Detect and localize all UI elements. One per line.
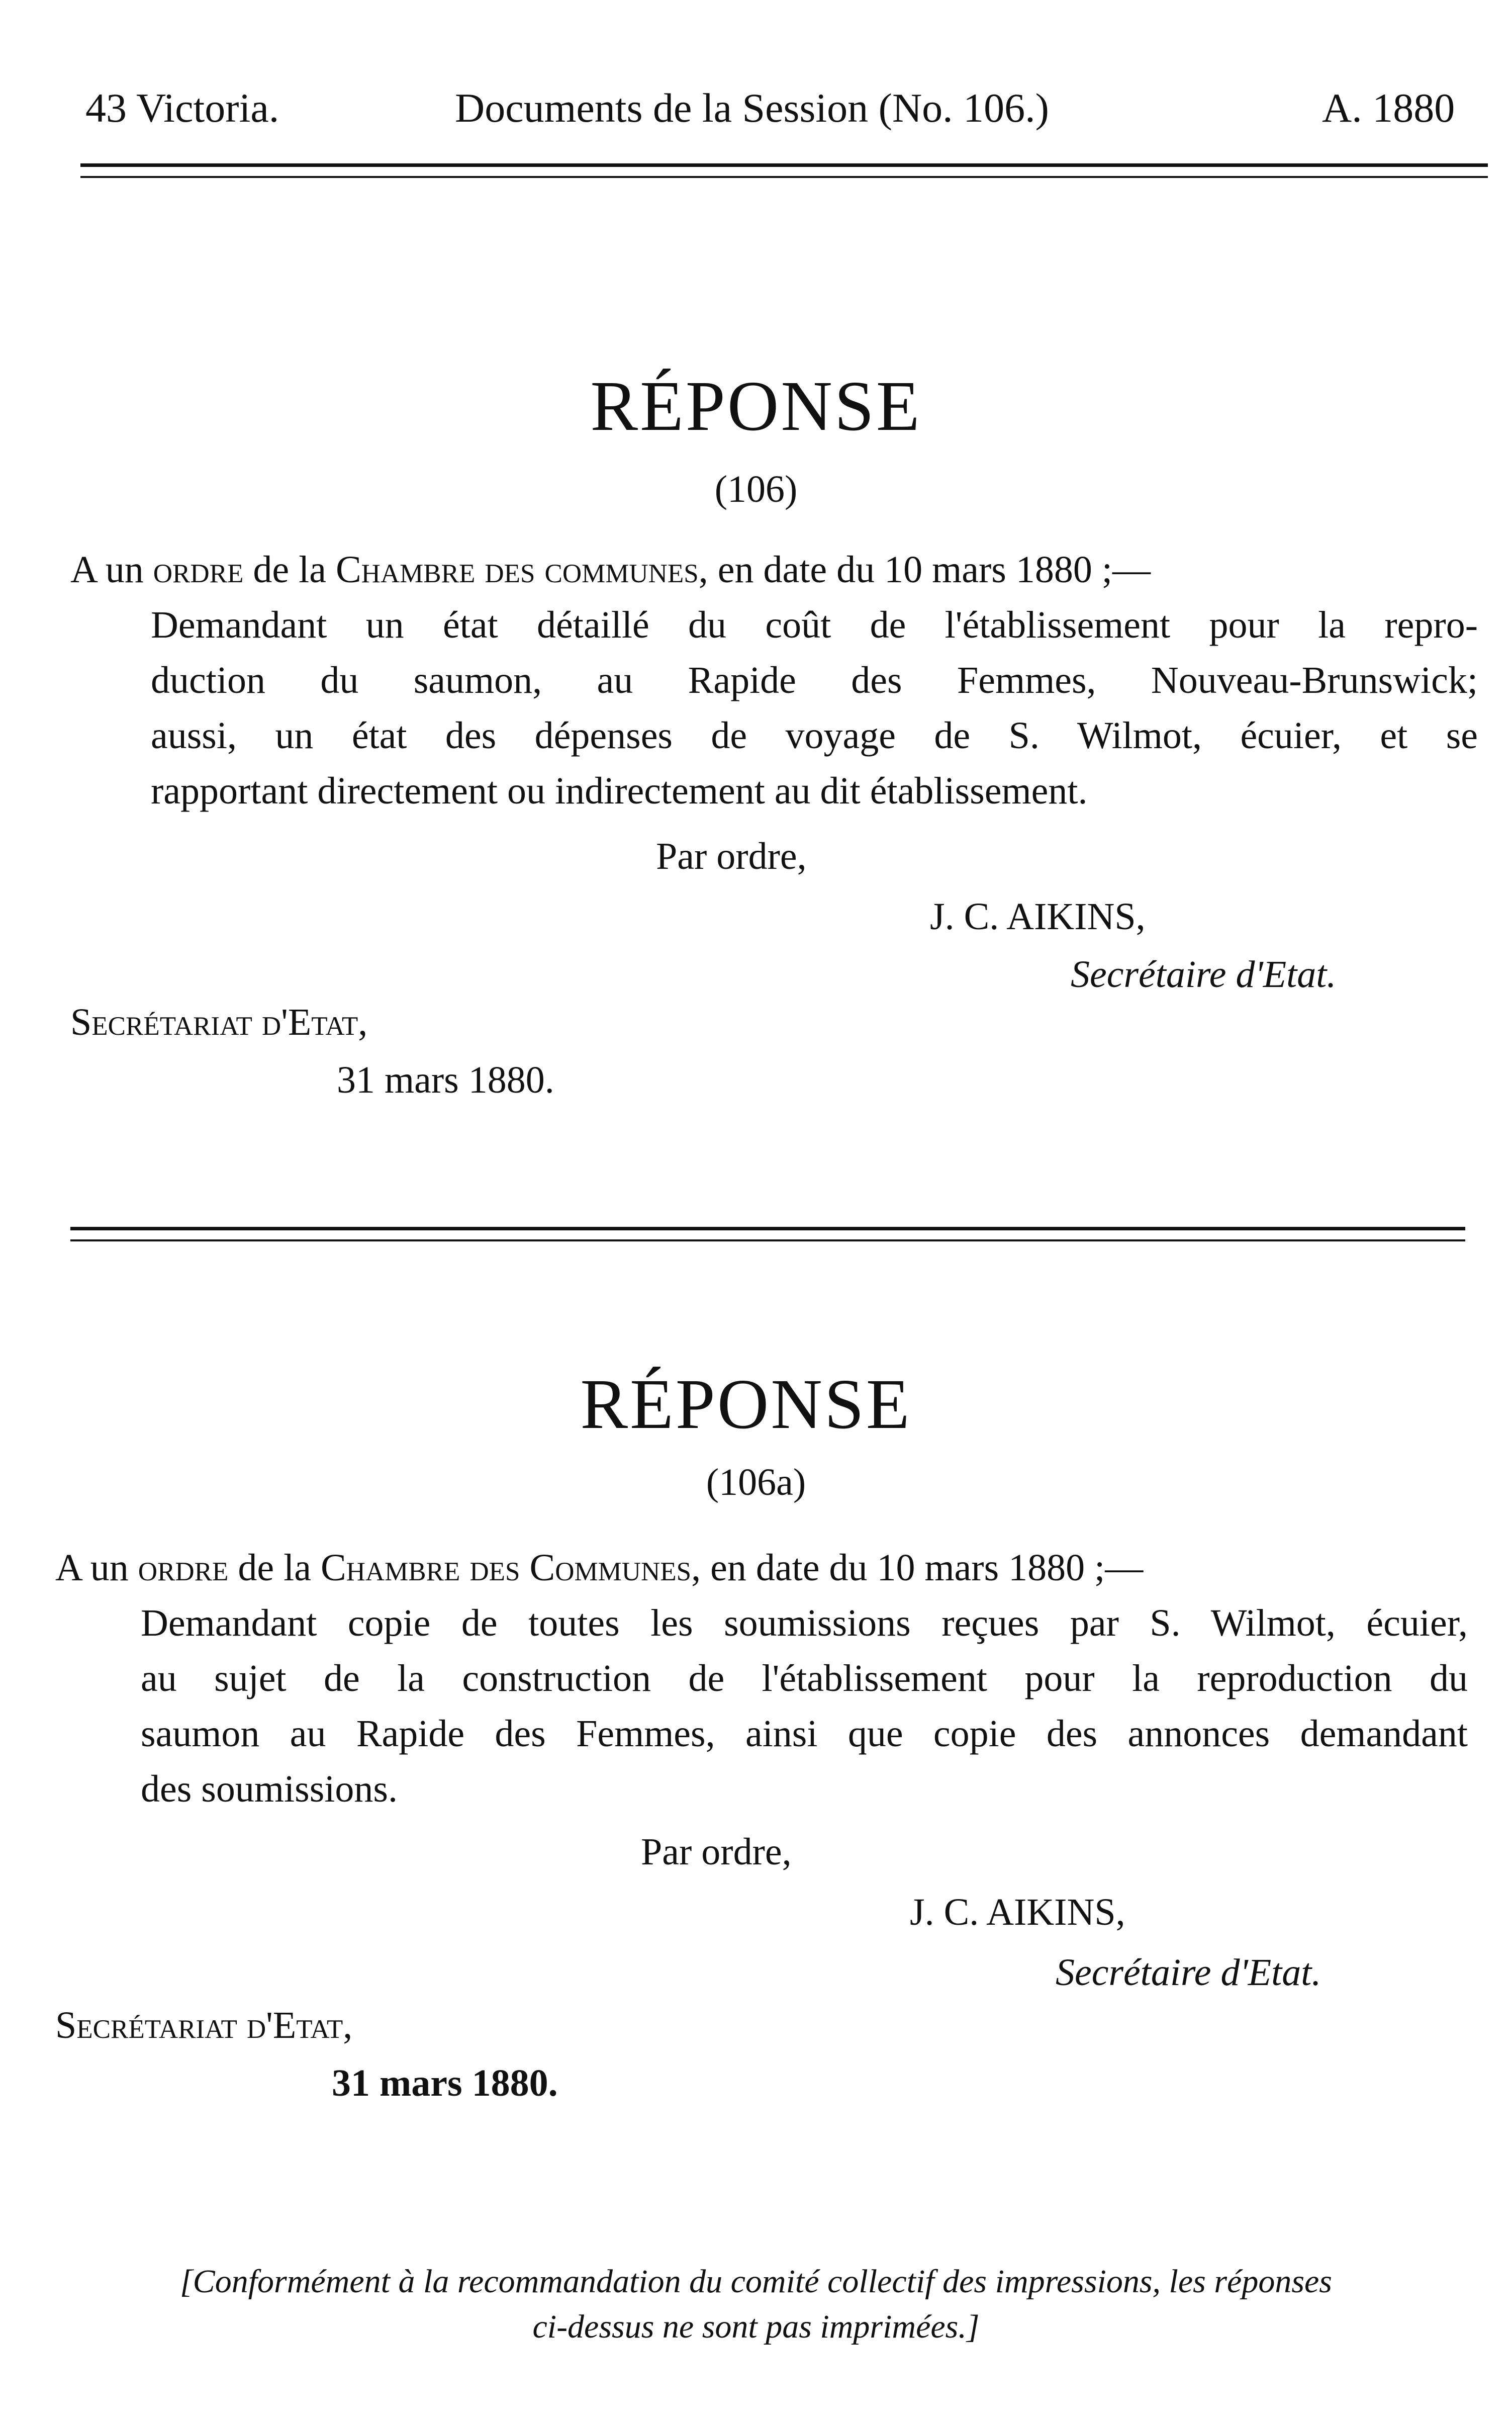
header-document-number: Documents de la Session (No. 106.)	[455, 85, 1049, 131]
intro-date: , en date du 10 mars 1880 ;—	[691, 1547, 1144, 1589]
signatory-name: J. C. AIKINS,	[910, 1891, 1125, 1933]
request-line-2: au sujet de la construction de l'établissement pour la reproduction du	[141, 1657, 1468, 1699]
section-divider-thin	[70, 1239, 1465, 1241]
response-number: (106)	[714, 468, 798, 510]
request-line-4: rapportant directement ou indirectement au dit établissement.	[151, 770, 1088, 812]
request-line-3: aussi, un état des dépenses de voyage de S. Wilmot, écuier, et se	[151, 714, 1478, 757]
order-intro-line	[70, 548, 1151, 592]
header-year: A. 1880	[1322, 85, 1455, 131]
office-name: Secrétariat d'Etat,	[55, 2004, 353, 2046]
signatory-name: J. C. AIKINS,	[930, 895, 1146, 938]
intro-chamber: Chambre des communes	[335, 549, 699, 591]
intro-prefix: A un	[55, 1547, 138, 1589]
response-number: (106a)	[706, 1461, 806, 1503]
office-date: 31 mars 1880.	[332, 2062, 558, 2104]
request-line-4: des soumissions.	[141, 1768, 398, 1810]
office-date: 31 mars 1880.	[337, 1059, 554, 1101]
header-rule-thick	[80, 163, 1488, 167]
section-divider-thick	[70, 1227, 1465, 1230]
intro-de-la: de la	[228, 1547, 321, 1589]
response-title: RÉPONSE	[590, 366, 922, 445]
request-line-3: saumon au Rapide des Femmes, ainsi que copie des annonces demandant	[141, 1713, 1468, 1755]
par-ordre: Par ordre,	[641, 1831, 792, 1873]
footer-note-line-1: [Conformément à la recommandation du comité collectif des impressions, les réponses	[180, 2263, 1332, 2300]
request-line-2: duction du saumon, au Rapide des Femmes, Nouveau-Brunswick;	[151, 659, 1478, 701]
office-name: Secrétariat d'Etat,	[70, 1001, 368, 1043]
response-title: RÉPONSE	[580, 1364, 912, 1444]
intro-ordre: ordre	[138, 1547, 229, 1589]
header-rule-thin	[80, 176, 1488, 178]
signatory-role: Secrétaire d'Etat.	[1071, 953, 1337, 996]
intro-prefix: A un	[70, 549, 153, 591]
footer-note-line-2: ci-dessus ne sont pas imprimées.]	[532, 2308, 980, 2345]
signatory-role: Secrétaire d'Etat.	[1056, 1951, 1321, 1994]
intro-date: , en date du 10 mars 1880 ;—	[698, 549, 1151, 591]
order-intro-line	[55, 1546, 1143, 1590]
par-ordre: Par ordre,	[656, 835, 807, 877]
intro-chamber: Chambre des Communes	[320, 1547, 692, 1589]
request-line-1: Demandant un état détaillé du coût de l'établissement pour la repro-	[151, 604, 1478, 646]
intro-de-la: de la	[243, 549, 336, 591]
header-session-volume: 43 Victoria.	[85, 85, 279, 131]
intro-ordre: ordre	[153, 549, 244, 591]
request-line-1: Demandant copie de toutes les soumissions reçues par S. Wilmot, écuier,	[141, 1602, 1468, 1644]
